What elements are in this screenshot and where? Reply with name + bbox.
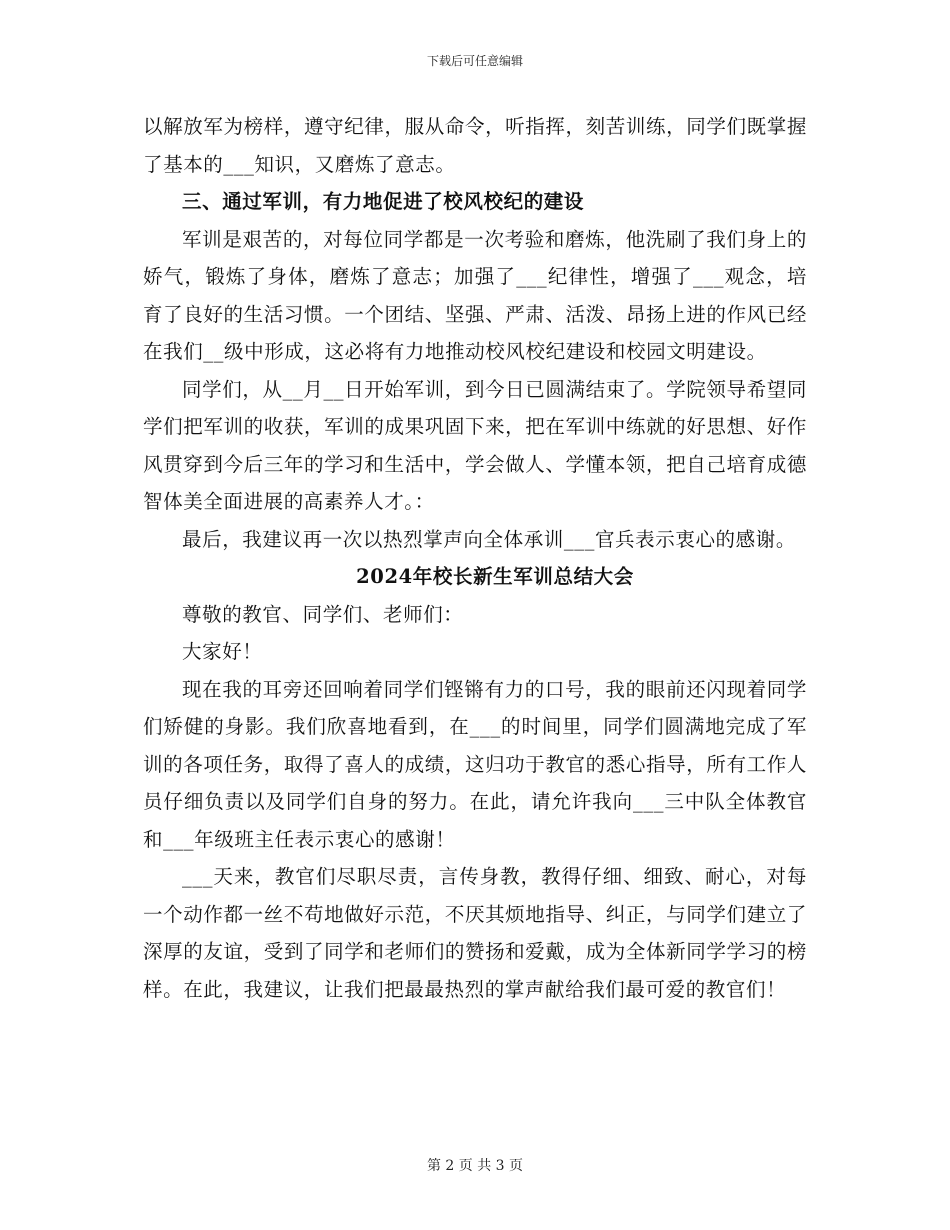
paragraph-2: 军训是艰苦的，对每位同学都是一次考验和磨炼，他洗刷了我们身上的娇气，锻炼了身体，磨炼了意志；加强了___纪律性，增强了___观念，培育了良好的生活习惯。一个团结、坚强、严肃、活泼、昂扬上进的作风已经在我们__级中形成，这必将有力地推动校风校纪建设和校园文明建设。 — [143, 227, 807, 363]
page-number-footer: 第 2 页 共 3 页 — [426, 1158, 524, 1174]
paragraph-1: 以解放军为榜样，遵守纪律，服从命令，听指挥，刻苦训练，同学们既掌握了基本的___知识，又磨炼了意志。 — [143, 115, 807, 176]
page-header-note: 下载后可任意编辑 — [426, 54, 523, 68]
section-heading-3: 三、通过军训，有力地促进了校风校纪的建设 — [182, 190, 585, 213]
paragraph-3: 同学们，从__月__日开始军训，到今日已圆满结束了。学院领导希望同学们把军训的收获，军训的成果巩固下来，把在军训中练就的好思想、好作风贯穿到今后三年的学习和生活中，学会做人、学懂本领，把自己培育成德智体美全面进展的高素养人才。： — [143, 377, 807, 513]
paragraph-6: ___天来，教官们尽职尽责，言传身教，教得仔细、细致、耐心，对每一个动作都一丝不苟地做好示范，不厌其烦地指导、纠正，与同学们建立了深厚的友谊，受到了同学和老师们的赞扬和爱戴，成为全体新同学学习的榜样。在此，我建议，让我们把最最热烈的掌声献给我们最可爱的教官们！ — [143, 865, 807, 1001]
salutation: 尊敬的教官、同学们、老师们： — [182, 602, 464, 626]
document-body — [143, 108, 807, 1008]
greeting: 大家好！ — [182, 640, 263, 663]
paragraph-4: 最后，我建议再一次以热烈掌声向全体承训___官兵表示衷心的感谢。 — [182, 527, 796, 551]
document-title-2: 2024年校长新生军训总结大会 — [356, 565, 634, 588]
paragraph-5: 现在我的耳旁还回响着同学们铿锵有力的口号，我的眼前还闪现着同学们矫健的身影。我们欣喜地看到，在___的时间里，同学们圆满地完成了军训的各项任务，取得了喜人的成绩，这归功于教官的悉心指导，所有工作人员仔细负责以及同学们自身的努力。在此，请允许我向___三中队全体教官和___年级班主任表示衷心的感谢！ — [143, 677, 807, 851]
